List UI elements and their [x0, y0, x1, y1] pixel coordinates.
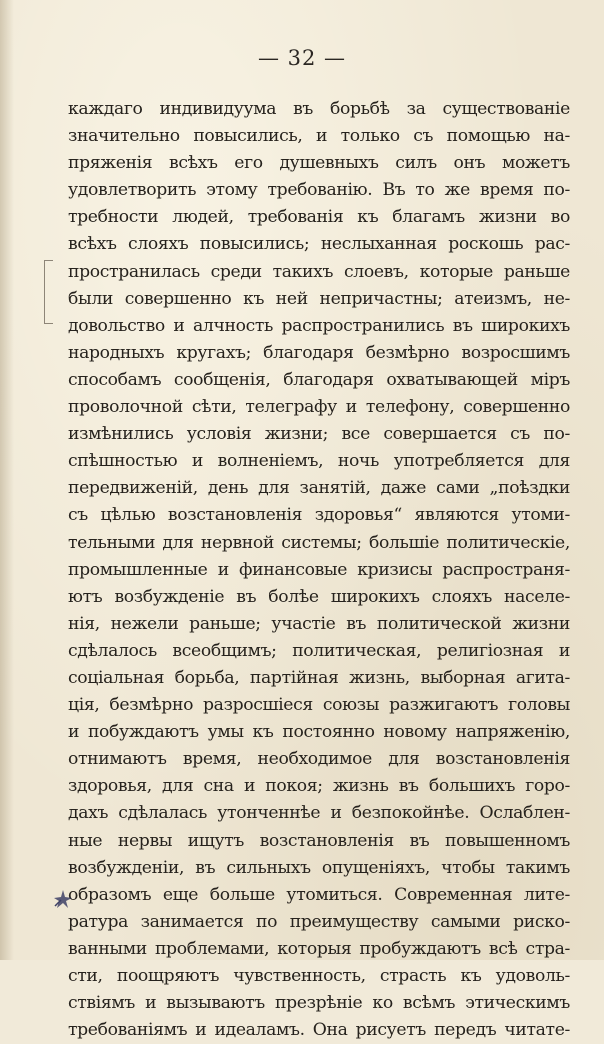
- text-line: съ цѣлью возстановленія здоровья“ являются утоми-: [68, 505, 570, 526]
- text-line: пространилась среди такихъ слоевъ, которые раньше: [68, 261, 570, 282]
- text-line: пряженія всѣхъ его душевныхъ силъ онъ можетъ: [68, 153, 570, 174]
- text-line: измѣнились условія жизни; все совершается съ по-: [68, 424, 570, 445]
- text-line: здоровья, для сна и покоя; жизнь въ большихъ горо-: [68, 776, 570, 797]
- text-line: были совершенно къ ней непричастны; атеизмъ, не-: [68, 288, 570, 309]
- text-line: дахъ сдѣлалась утонченнѣе и безпокойнѣе. Ослаблен-: [68, 803, 570, 824]
- text-line: и побуждаютъ умы къ постоянно новому напряженію,: [68, 722, 570, 743]
- text-line: проволочной сѣти, телеграфу и телефону, совершенно: [68, 397, 570, 418]
- text-line: ванными проблемами, которыя пробуждаютъ всѣ стра-: [68, 938, 570, 959]
- text-line: народныхъ кругахъ; благодаря безмѣрно возросшимъ: [68, 342, 570, 363]
- body-text: [68, 96, 570, 1044]
- text-line: способамъ сообщенія, благодаря охватывающей міръ: [68, 369, 570, 390]
- text-line: спѣшностью и волненіемъ, ночь употребляется для: [68, 451, 570, 472]
- text-line: ратура занимается по преимуществу самыми риско-: [68, 911, 570, 932]
- text-line: соціальная борьба, партійная жизнь, выборная агита-: [68, 667, 570, 688]
- text-line: нія, нежели раньше; участіе въ политической жизни: [68, 613, 570, 634]
- text-line: требности людей, требованія къ благамъ жизни во: [68, 207, 570, 228]
- text-line: всѣхъ слояхъ повысились; неслыханная роскошь рас-: [68, 234, 570, 255]
- text-line: возбужденіи, въ сильныхъ опущеніяхъ, чтобы такимъ: [68, 857, 570, 878]
- text-line: ствіямъ и вызываютъ презрѣніе ко всѣмъ этическимъ: [68, 993, 570, 1014]
- page-shadow: [0, 0, 14, 960]
- text-line: передвиженій, день для занятій, даже сами „поѣздки: [68, 478, 570, 499]
- text-line: ція, безмѣрно разросшіеся союзы разжигаютъ головы: [68, 695, 570, 716]
- text-line: отнимаютъ время, необходимое для возстановленія: [68, 749, 570, 770]
- text-line: ные нервы ищутъ возстановленія въ повышенномъ: [68, 830, 570, 851]
- text-line: каждаго индивидуума въ борьбѣ за существованіе: [68, 99, 570, 119]
- text-line: сдѣлалось всеобщимъ; политическая, религіозная и: [68, 640, 570, 661]
- text-line: требованіямъ и идеаламъ. Она рисуетъ передъ читате-: [68, 1020, 570, 1041]
- bracket-mark-icon: [44, 260, 53, 324]
- text-line: значительно повысились, и только съ помощью на-: [68, 126, 570, 147]
- text-line: сти, поощряютъ чувственность, страсть къ удоволь-: [68, 966, 570, 986]
- ink-star-icon: [52, 888, 74, 910]
- page-number: — 32 —: [257, 46, 347, 70]
- text-line: образомъ еще больше утомиться. Современная лите-: [68, 884, 570, 905]
- text-line: ютъ возбужденіе въ болѣе широкихъ слояхъ населе-: [68, 586, 570, 607]
- text-line: довольство и алчность распространились въ широкихъ: [68, 315, 570, 336]
- text-line: удовлетворить этому требованію. Въ то же время по-: [68, 180, 570, 201]
- text-line: промышленные и финансовые кризисы распространя-: [68, 559, 570, 580]
- text-line: тельными для нервной системы; большіе политическіе,: [68, 532, 570, 553]
